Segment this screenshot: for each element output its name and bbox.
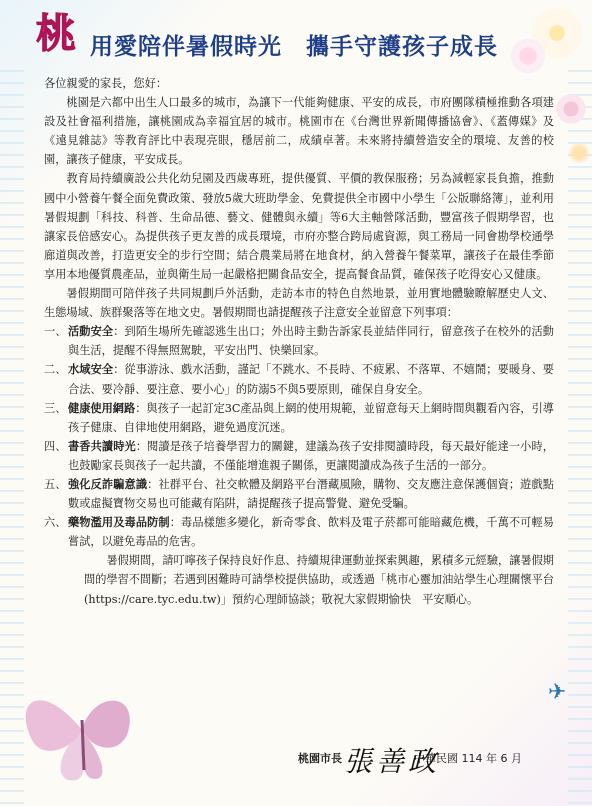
item-title: 水域安全 [68,362,114,377]
right-border-decoration [568,70,592,806]
item-title: 健康使用網路 [68,400,136,415]
list-item: 二、 水域安全：從事游泳、戲水活動，謹記「不跳水、不長時、不疲累、不落單、不嬉鬧；要暖身、要合法、要冷靜、要注意、要小心」的防溺5不與5要原則，確保自身安全。 [44,362,554,396]
mayor-label: 桃園市長 [298,752,342,765]
list-item: 六、 藥物濫用及毒品防制：毒品樣態多變化，新奇零食、飲料及電子菸都可能暗藏危機，千萬不可輕易嘗試，以避免毒品的危害。 [44,515,554,549]
paragraph-education: 教育局持續廣設公共化幼兒園及西歲專班，提供優質、平價的教保服務；另為減輕家長負擔，推動國中小營養午餐全面免費政策、發放5歲大班助學金、免費提供全市國中小學生「公版聯絡簿」，並利用暑假規劃「科技、科普、生命品德、藝文、健體與永續」等6大主軸營隊活動，豐富孩子假期學習，也讓家長倍感安心。為提供孩子更友善的成長環境，市府亦整合跨局處資源，與工務局一同會勘學校通學廊道與改善，打造更安全的步行空間；結合農業局將在地食材，納入營養午餐菜單，讓孩子在最佳季節享用本地優質農產品，並與衛生局一起嚴格把關食品安全，提高餐食品質，確保孩子吃得安心又健康。 [44,172,554,281]
list-item: 一、 活動安全：到陌生場所先確認逃生出口；外出時主動告訴家長並結伴同行，留意孩子在校外的活動與生活，提醒不得無照駕駛，平安出門、快樂回家。 [44,324,554,358]
item-title: 強化反詐騙意識 [68,476,148,491]
item-text: ：社群平台、社交軟體及網路平台潛藏風險，購物、交友應注意保護個資；遊戲點數或虛擬寶物交易也可能藏有陷阱，請提醒孩子提高警覺、避免受騙。 [68,477,554,511]
list-item: 五、 強化反詐騙意識：社群平台、社交軟體及網路平台潛藏風險，購物、交友應注意保護個資；遊戲點數或虛擬寶物交易也可能藏有陷阱，請提醒孩子提高警覺、避免受騙。 [44,476,554,511]
signature-block [290,746,550,786]
page-title: 用愛陪伴暑假時光 攜手守護孩子成長 [90,34,498,60]
closing-paragraph: 暑假期間，請叮嚀孩子保持良好作息、持續規律運動並探索興趣，累積多元經驗，讓暑假期間的學習不間斷；若遇到困難時可請學校提供協助，或透過「桃市心靈加油站學生心理關懷平台(https://care.tyc.edu.tw)」預約心理師協談；敬祝大家假期愉快 平安順心。 [84,554,554,606]
header [0,0,592,72]
item-title: 藥物濫用及毒品防制 [68,515,170,530]
item-title: 活動安全 [68,324,114,339]
logo: 桃 [36,11,76,57]
flower-decoration [508,36,548,76]
item-text: ：到陌生場所先確認逃生出口；外出時主動告訴家長並結伴同行，留意孩子在校外的活動與生活，提醒不得無照駕駛，平安出門、快樂回家。 [68,325,554,358]
list-item: 三、 健康使用網路：與孩子一起訂定3C產品與上網的使用規範，並留意每天上網時間與觀看內容，引導孩子健康、自律地使用網路，避免過度沉迷。 [44,400,554,434]
handwritten-signature: 張善政 [344,745,441,778]
item-text: ：與孩子一起訂定3C產品與上網的使用規範，並留意每天上網時間與觀看內容，引導孩子健康、自律地使用網路，避免過度沉迷。 [68,401,554,434]
item-text: ：從事游泳、戲水活動，謹記「不跳水、不長時、不疲累、不落單、不嬉鬧；要暖身、要合法、要冷靜、要注意、要小心」的防溺5不與5要原則，確保自身安全。 [68,363,554,396]
butterfly-icon [12,660,152,800]
paragraph-summer: 暑假期間可陪伴孩子共同規劃戶外活動，走訪本市的特色自然地景，並用實地體驗瞭解歷史人文、生態場域、族群聚落等在地文史。暑假期間也請提醒孩子注意安全並留意下列事項： [44,287,554,320]
item-text: ：閱讀是孩子培養學習力的關鍵，建議為孩子安排閱讀時段，每天最好能達一小時，也鼓勵家長與孩子一起共讀，不僅能增進親子關係，更讓閱讀成為孩子生活的一部分。 [68,439,554,472]
flower-decoration [566,140,592,166]
greeting: 各位親愛的家長，您好： [44,77,168,90]
airplane-icon: ✈ [548,680,567,705]
letter-body [44,74,554,609]
safety-list [44,322,554,551]
paragraph-intro: 桃園是六都中出生人口最多的城市，為讓下一代能夠健康、平安的成長，市府團隊積極推動各項建設及社會福利措施，讓桃園成為幸福宜居的城市。桃園市在《台灣世界新聞傳播協會》、《蓋傳媒》及《遠見雜誌》等教育評比中表現亮眼，穩居前二，成績卓著。未來將持續營造安全的環境、友善的校園，讓孩子健康，平安成長。 [44,96,554,167]
date-label: 中華民國 114 年 6 月 [414,752,522,765]
list-item: 四、 書香共讀時光：閱讀是孩子培養學習力的關鍵，建議為孩子安排閱讀時段，每天最好能達一小時，也鼓勵家長與孩子一起共讀，不僅能增進親子關係，更讓閱讀成為孩子生活的一部分。 [44,438,554,472]
flower-decoration [554,92,588,126]
item-title: 書香共讀時光 [68,438,136,453]
item-text: ：毒品樣態多變化，新奇零食、飲料及電子菸都可能暗藏危機，千萬不可輕易嘗試，以避免毒品的危害。 [68,516,554,549]
